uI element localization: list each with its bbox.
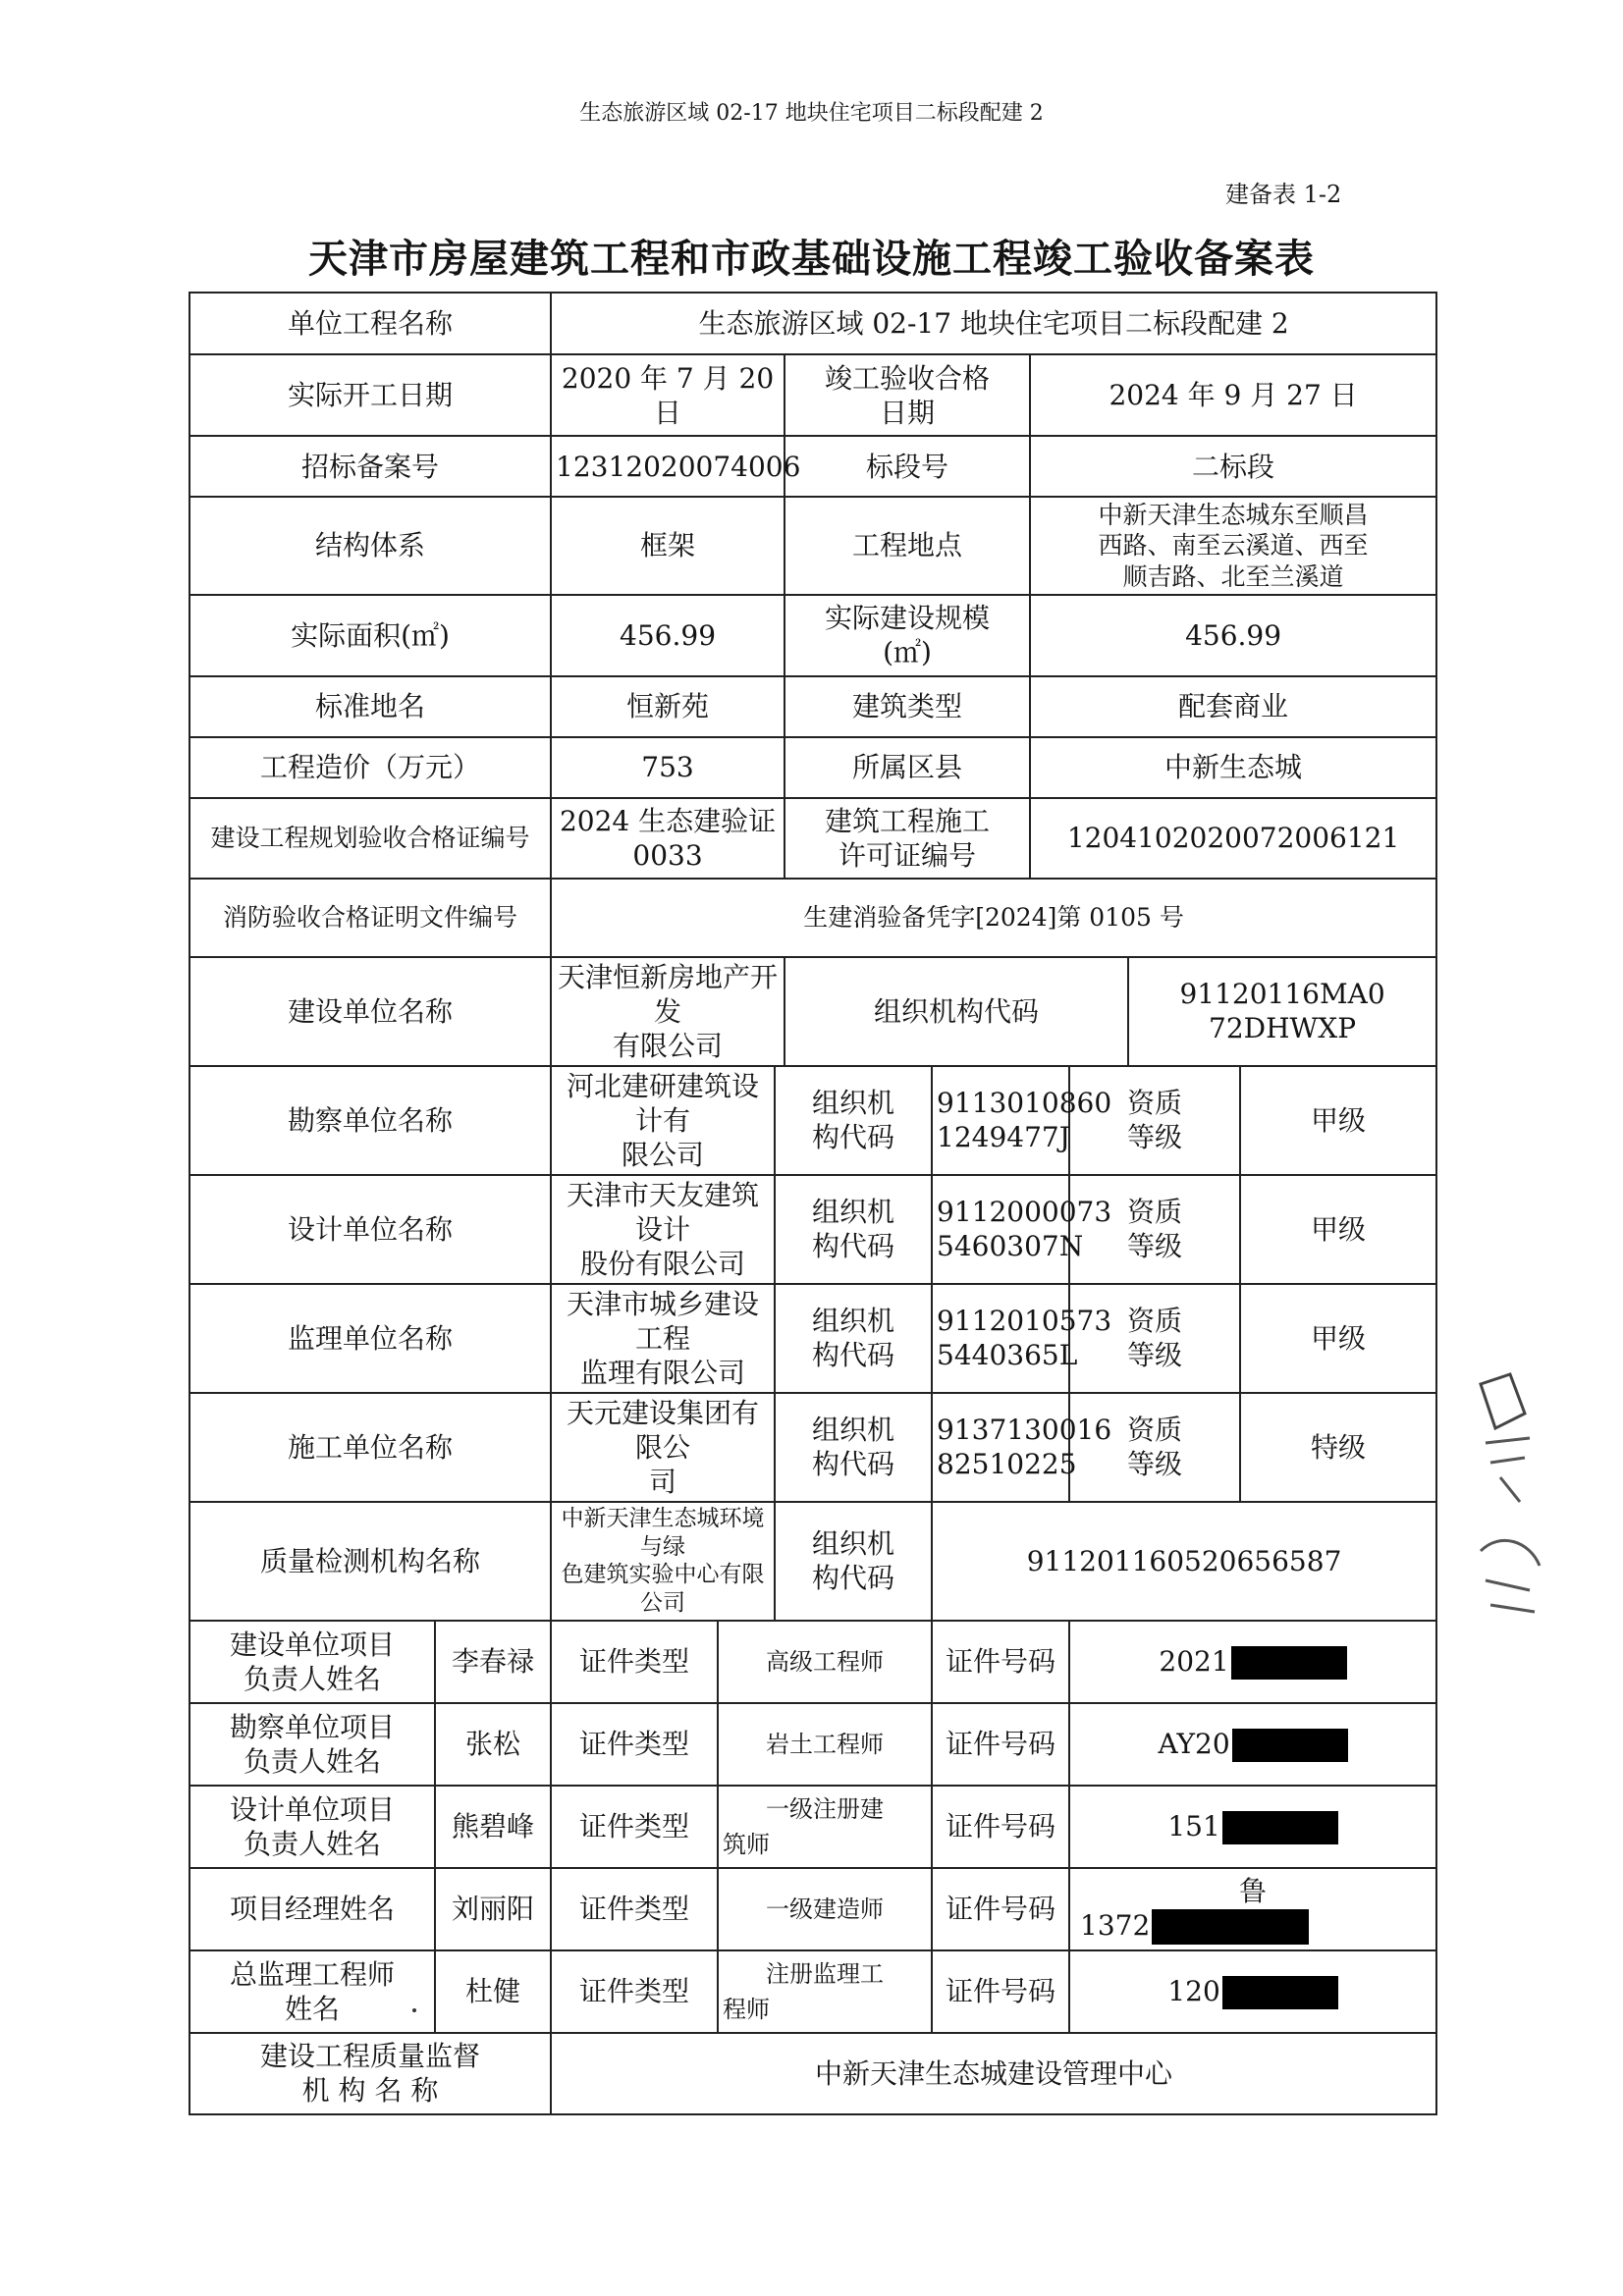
label-bid-record-no: 招标备案号	[189, 436, 551, 497]
label-district: 所属区县	[784, 737, 1030, 798]
value-survey-name: 河北建研建筑设计有 限公司	[551, 1066, 775, 1175]
row-cost-district	[189, 737, 1436, 798]
label-construction-permit: 建筑工程施工 许可证编号	[784, 798, 1030, 879]
label-structure: 结构体系	[189, 497, 551, 595]
value-design-org-code: 9112000073 5460307N	[932, 1175, 1069, 1284]
row-supervision-agency	[189, 2033, 1436, 2114]
value-testing-name: 中新天津生态城环境与绿 色建筑实验中心有限公司	[551, 1502, 775, 1621]
stamp-mark	[1471, 1355, 1569, 1629]
document-title: 天津市房屋建筑工程和市政基础设施工程竣工验收备案表	[308, 237, 1315, 282]
value-design-name: 天津市天友建筑设计 股份有限公司	[551, 1175, 775, 1284]
value-location: 中新天津生态城东至顺昌 西路、南至云溪道、西至 顺吉路、北至兰溪道	[1030, 497, 1436, 595]
label-fire-cert: 消防验收合格证明文件编号	[189, 879, 551, 957]
value-contractor-grade: 特级	[1240, 1393, 1436, 1502]
value-cert-type: 一级建造师	[718, 1868, 932, 1950]
row-bid-section	[189, 436, 1436, 497]
value-cert-no: 鲁 1372	[1069, 1868, 1436, 1950]
redaction-block	[1231, 1646, 1347, 1680]
page-header: 生态旅游区域 02-17 地块住宅项目二标段配建 2	[579, 101, 1044, 126]
label-actual-area: 实际面积(㎡)	[189, 595, 551, 676]
label-testing-org-code: 组织机 构代码	[775, 1502, 932, 1621]
label-testing: 质量检测机构名称	[189, 1502, 551, 1621]
label-person-role: 项目经理姓名	[189, 1868, 435, 1950]
value-cert-no: 2021	[1069, 1621, 1436, 1703]
value-person-name: 李春禄	[435, 1621, 551, 1703]
label-design-org-code: 组织机 构代码	[775, 1175, 932, 1284]
label-builder-org-code: 组织机构代码	[784, 957, 1128, 1066]
label-building-type: 建筑类型	[784, 676, 1030, 737]
form-code: 建备表 1-2	[1225, 181, 1342, 208]
row-person-pm	[189, 1868, 1436, 1950]
label-planning-cert: 建设工程规划验收合格证编号	[189, 798, 551, 879]
row-project-name	[189, 293, 1436, 354]
value-person-name: 张松	[435, 1703, 551, 1786]
label-design: 设计单位名称	[189, 1175, 551, 1284]
label-cert-type: 证件类型	[551, 1950, 718, 2033]
value-supervision-name: 天津市城乡建设工程 监理有限公司	[551, 1284, 775, 1393]
row-supervision	[189, 1284, 1436, 1393]
value-bid-record-no: 12312020074006	[551, 436, 784, 497]
value-start-date: 2020 年 7 月 20 日	[551, 354, 784, 436]
label-start-date: 实际开工日期	[189, 354, 551, 436]
label-contractor-org-code: 组织机 构代码	[775, 1393, 932, 1502]
row-structure-location	[189, 497, 1436, 595]
redaction-block	[1232, 1729, 1348, 1762]
value-person-name: 刘丽阳	[435, 1868, 551, 1950]
row-testing	[189, 1502, 1436, 1621]
label-cert-no: 证件号码	[932, 1868, 1069, 1950]
value-person-name: 熊碧峰	[435, 1786, 551, 1868]
redaction-block	[1222, 1976, 1338, 2009]
value-planning-cert: 2024 生态建验证 0033	[551, 798, 784, 879]
label-contractor-grade: 资质 等级	[1069, 1393, 1240, 1502]
value-structure: 框架	[551, 497, 784, 595]
row-person-design	[189, 1786, 1436, 1868]
value-design-grade: 甲级	[1240, 1175, 1436, 1284]
row-design	[189, 1175, 1436, 1284]
value-building-type: 配套商业	[1030, 676, 1436, 737]
label-supervision-org-code: 组织机 构代码	[775, 1284, 932, 1393]
value-supervision-org-code: 9112010573 5440365L	[932, 1284, 1069, 1393]
label-place-name: 标准地名	[189, 676, 551, 737]
value-cert-no: 120	[1069, 1950, 1436, 2033]
label-cert-no: 证件号码	[932, 1786, 1069, 1868]
row-place-type	[189, 676, 1436, 737]
value-construction-permit: 120410202007200612​1	[1030, 798, 1436, 879]
value-district: 中新生态城	[1030, 737, 1436, 798]
value-cert-no: 151	[1069, 1786, 1436, 1868]
label-completion-date: 竣工验收合格 日期	[784, 354, 1030, 436]
value-person-name: 杜健	[435, 1950, 551, 2033]
value-actual-area: 456.99	[551, 595, 784, 676]
value-testing-org-code: 911201160520656587	[932, 1502, 1436, 1621]
value-cert-no: AY20	[1069, 1703, 1436, 1786]
row-contractor	[189, 1393, 1436, 1502]
value-project-name: 生态旅游区域 02-17 地块住宅项目二标段配建 2	[551, 293, 1436, 354]
value-cert-type: 岩土工程师	[718, 1703, 932, 1786]
row-dates	[189, 354, 1436, 436]
value-cert-type: 高级工程师	[718, 1621, 932, 1703]
value-survey-grade: 甲级	[1240, 1066, 1436, 1175]
label-location: 工程地点	[784, 497, 1030, 595]
label-cert-no: 证件号码	[932, 1703, 1069, 1786]
value-supervision-agency: 中新天津生态城建设管理中心	[551, 2033, 1436, 2114]
label-supervision-grade: 资质 等级	[1069, 1284, 1240, 1393]
label-supervision-agency: 建设工程质量监督 机 构 名 称	[189, 2033, 551, 2114]
value-cert-type: 注册监理工 程师	[718, 1950, 932, 2033]
value-place-name: 恒新苑	[551, 676, 784, 737]
value-cert-type: 一级注册建 筑师	[718, 1786, 932, 1868]
label-cert-type: 证件类型	[551, 1868, 718, 1950]
label-design-grade: 资质 等级	[1069, 1175, 1240, 1284]
label-person-role: 设计单位项目 负责人姓名	[189, 1786, 435, 1868]
filing-form-table	[189, 292, 1437, 2115]
label-cert-type: 证件类型	[551, 1621, 718, 1703]
label-contractor: 施工单位名称	[189, 1393, 551, 1502]
label-project-name: 单位工程名称	[189, 293, 551, 354]
row-builder	[189, 957, 1436, 1066]
row-person-survey	[189, 1703, 1436, 1786]
label-builder: 建设单位名称	[189, 957, 551, 1066]
label-cert-no: 证件号码	[932, 1950, 1069, 2033]
label-survey: 勘察单位名称	[189, 1066, 551, 1175]
label-actual-scale: 实际建设规模 (㎡)	[784, 595, 1030, 676]
row-certs	[189, 798, 1436, 879]
redaction-block	[1152, 1909, 1309, 1945]
label-survey-org-code: 组织机 构代码	[775, 1066, 932, 1175]
label-cert-no: 证件号码	[932, 1621, 1069, 1703]
label-survey-grade: 资质 等级	[1069, 1066, 1240, 1175]
label-person-role: 勘察单位项目 负责人姓名	[189, 1703, 435, 1786]
value-cost: 753	[551, 737, 784, 798]
value-completion-date: 2024 年 9 月 27 日	[1030, 354, 1436, 436]
value-actual-scale: 456.99	[1030, 595, 1436, 676]
value-fire-cert: 生建消验备凭字[2024]第 0105 号	[551, 879, 1436, 957]
value-section-no: 二标段	[1030, 436, 1436, 497]
row-survey	[189, 1066, 1436, 1175]
row-area	[189, 595, 1436, 676]
label-person-role: 建设单位项目 负责人姓名	[189, 1621, 435, 1703]
row-person-chief-supervisor	[189, 1950, 1436, 2033]
value-supervision-grade: 甲级	[1240, 1284, 1436, 1393]
redaction-block	[1222, 1811, 1338, 1844]
value-survey-org-code: 9113010860 1249477J	[932, 1066, 1069, 1175]
label-cert-type: 证件类型	[551, 1786, 718, 1868]
scan-speck	[412, 2008, 416, 2012]
label-cost: 工程造价（万元）	[189, 737, 551, 798]
label-cert-type: 证件类型	[551, 1703, 718, 1786]
label-person-role: 总监理工程师 姓名	[189, 1950, 435, 2033]
label-section-no: 标段号	[784, 436, 1030, 497]
row-fire-cert	[189, 879, 1436, 957]
value-builder-name: 天津恒新房地产开发 有限公司	[551, 957, 784, 1066]
value-builder-org-code: 91120116MA0 72DHWXP	[1128, 957, 1436, 1066]
value-contractor-org-code: 9137130016 82510225	[932, 1393, 1069, 1502]
label-supervision: 监理单位名称	[189, 1284, 551, 1393]
row-person-builder	[189, 1621, 1436, 1703]
value-contractor-name: 天元建设集团有限公 司	[551, 1393, 775, 1502]
